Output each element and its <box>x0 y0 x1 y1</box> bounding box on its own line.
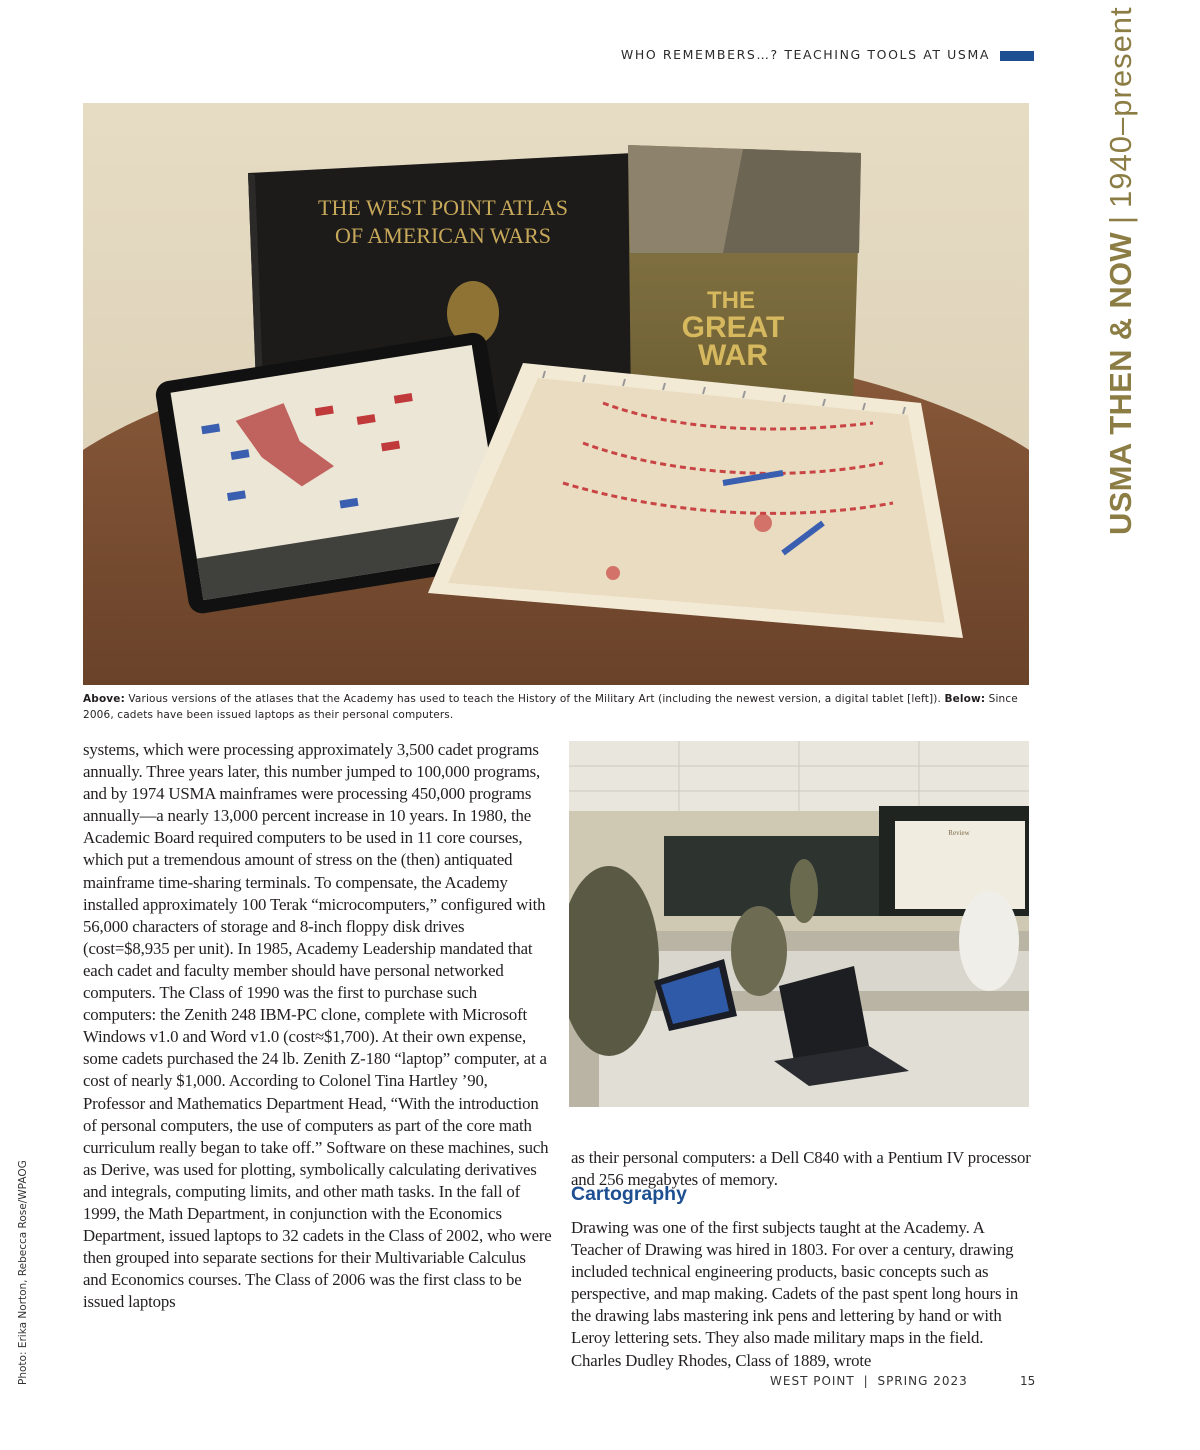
footer-issue: SPRING 2023 <box>877 1374 968 1388</box>
chalkboard <box>664 836 884 916</box>
great-war-book <box>628 145 861 408</box>
photo-caption <box>83 691 1029 723</box>
caption-above-text: Various versions of the atlases that the Academy has used to teach the History of the Military Art (including the newest version, a digital tablet [left]). <box>124 693 945 705</box>
great-war-title-line2: GREAT <box>681 311 785 344</box>
classroom-laptops-photo <box>569 741 1029 1107</box>
paper-campaign-map <box>428 363 963 638</box>
page-number: 15 <box>1020 1374 1036 1388</box>
body-text-right-column <box>571 1217 1035 1372</box>
photo-credit: Photo: Erika Norton, Rebecca Rose/WPAOG <box>17 1160 29 1385</box>
caption-below-text: Since 2006, cadets have been issued laptops as their personal computers. <box>83 693 1018 721</box>
section-heading-cartography: Cartography <box>571 1183 687 1205</box>
body-paragraph-continued: as their personal computers: a Dell C840 with a Pentium IV processor and 256 megabytes of memory. <box>571 1147 1031 1189</box>
header-accent-bar <box>1000 51 1034 61</box>
cadet-middle <box>731 906 787 996</box>
side-label-separator: | <box>1103 215 1138 224</box>
atlas-title-line2: OF AMERICAN WARS <box>335 223 551 248</box>
caption-below-label: Below: <box>944 693 986 705</box>
cadet-right <box>959 891 1019 991</box>
body-paragraph: systems, which were processing approximately 3,500 cadet programs annually. Three years later, this number jumped to 100,000 programs, and by 1974 USMA mainframes were processing 450,000 programs annually—a nearly 13,000 percent increase in 10 years. In 1980, the Academic Board required computers to be used in 11 core courses, which put a tremendous amount of stress on the (then) antiquated mainframe time-sharing terminals. To compensate, the Academy installed approximately 100 Terak “microcomputers,” configured with 56,000 characters of storage and 8-inch floppy disk drives (cost=$8,935 per unit). In 1985, Academy Leadership mandated that each cadet and faculty member should have personal networked computers. The Class of 1990 was the first to purchase such computers: the Zenith 248 IBM-PC clone, complete with Microsoft Windows v1.0 and Word v1.0 (cost≈$1,700). At their own expense, some cadets purchased the 24 lb. Zenith Z-180 “laptop” computer, at a cost of nearly $1,000. According to Colonel Tina Hartley ’90, Professor and Mathematics Department Head, “With the introduction of personal computers, the use of computers as part of the core math curriculum really began to take off.” Software on these machines, such as Derive, was used for plotting, symbolically calculating derivatives and integrals, computing limits, and other math tasks. In the fall of 1999, the Math Department, in conjunction with the Economics Department, issued laptops to 32 cadets in the Class of 2002, who were then grouped into separate sections for their Multivariable Calculus and Economics courses. The Class of 2006 was the first class to be issued laptops <box>83 740 552 1312</box>
caption-above-label: Above: <box>83 693 125 705</box>
cartography-paragraph: Drawing was one of the first subjects taught at the Academy. A Teacher of Drawing was hired in 1803. For over a century, drawing included technical engineering products, basic concepts such as perspective, and map making. Cadets of the past spent long hours in the drawing labs mastering ink pens and lettering by hand or with Leroy lettering sets. They also made military maps in the field. Charles Dudley Rhodes, Class of 1889, wrote <box>571 1218 1019 1370</box>
footer <box>770 1374 968 1388</box>
side-label-years: 1940–present <box>1103 6 1138 208</box>
atlases-photo <box>83 103 1029 685</box>
section-side-label <box>1104 6 1138 535</box>
atlas-title-line1: THE WEST POINT ATLAS <box>318 195 568 220</box>
instructor <box>790 859 818 923</box>
footer-publication: WEST POINT <box>770 1374 855 1388</box>
footer-separator: | <box>863 1374 869 1388</box>
screen-title: Review <box>948 829 970 837</box>
great-war-title-line3: WAR <box>698 339 768 372</box>
running-header-title: WHO REMEMBERS…? TEACHING TOOLS AT USMA <box>620 47 990 62</box>
great-war-title-line1: THE <box>707 287 755 314</box>
body-text-left-column <box>83 739 553 1313</box>
side-label-bold: USMA THEN & NOW <box>1103 232 1138 535</box>
